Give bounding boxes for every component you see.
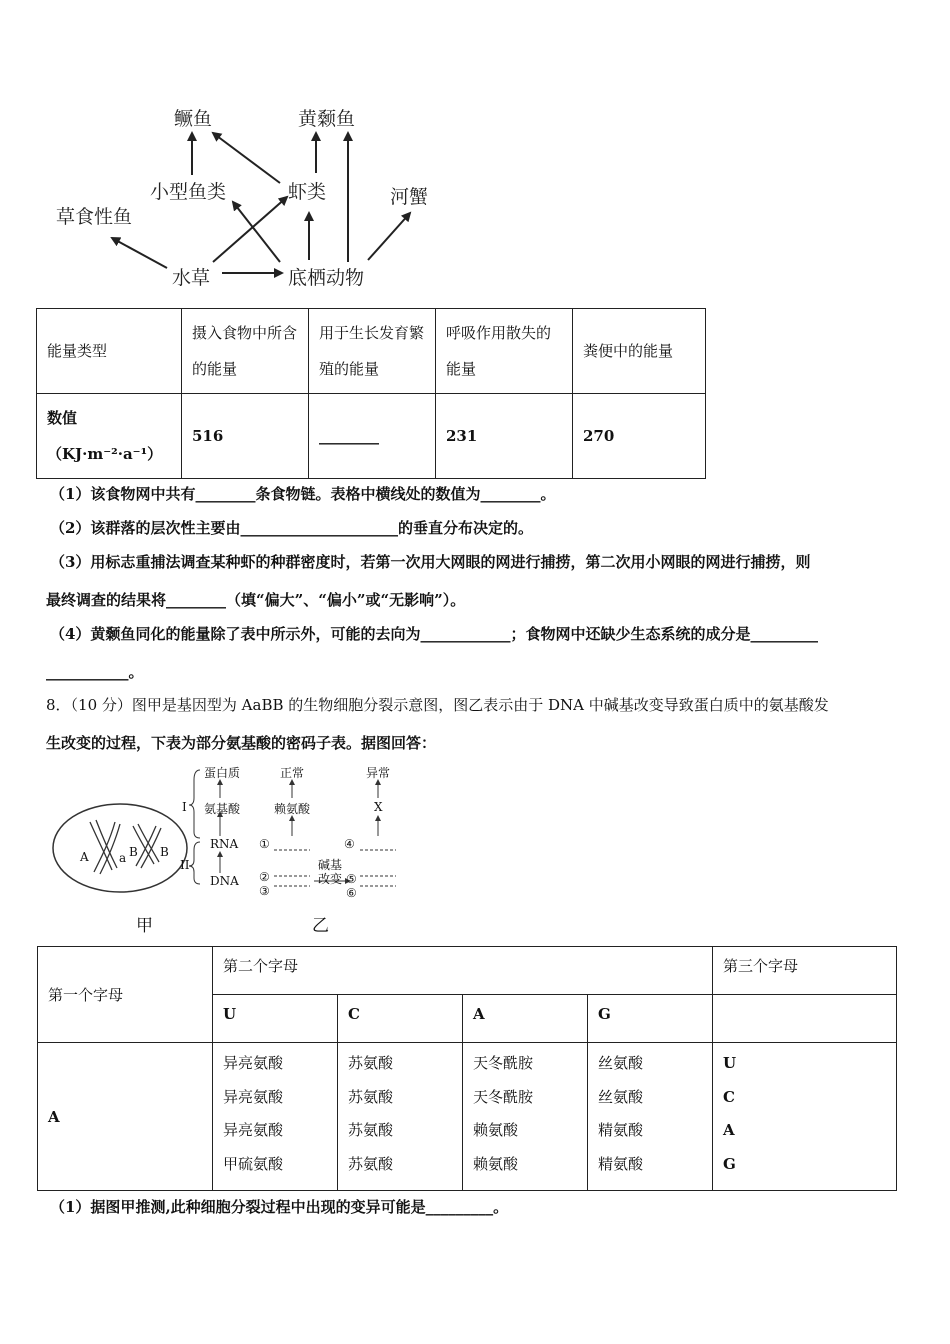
label-lysine: 赖氨酸 xyxy=(274,802,311,816)
gene-label-B2: B xyxy=(160,845,169,859)
label-roman-II: II xyxy=(180,858,190,872)
node-yellow-catfish: 黄颡鱼 xyxy=(298,108,356,130)
q7-part3-line2: 最终调查的结果将________（填“偏大”、“偏小”或“无影响”）。 xyxy=(46,591,466,609)
codon-cell: 天冬酰胺 xyxy=(473,1054,534,1072)
energy-value-intake: 516 xyxy=(182,394,309,479)
energy-header-growth: 用于生长发育繁殖的能量 xyxy=(309,309,436,394)
chromatid-8 xyxy=(141,828,161,868)
gene-label-A: A xyxy=(80,850,89,864)
energy-value-respiration: 231 xyxy=(436,394,573,479)
codon-cell: 赖氨酸 xyxy=(473,1154,519,1173)
chromatid-1 xyxy=(90,822,112,870)
label-mutation-1: 碱基 xyxy=(318,858,343,872)
codon-base-A: A xyxy=(463,995,588,1043)
arrow-benthos-to-smallfish xyxy=(233,202,280,262)
bracket-II xyxy=(189,842,200,884)
node-mandarin-fish: 鳜鱼 xyxy=(174,108,213,130)
energy-value-growth-blank: ________ xyxy=(309,394,436,479)
codon-col-G xyxy=(588,1043,713,1191)
codon-col-U xyxy=(213,1043,338,1191)
energy-header-feces: 粪便中的能量 xyxy=(573,309,706,394)
bracket-I xyxy=(189,770,200,838)
codon-cell: 苏氨酸 xyxy=(348,1087,394,1106)
node-water-grass: 水草 xyxy=(172,267,211,289)
codon-third-cell: A xyxy=(723,1121,735,1139)
label-circle-6: ⑥ xyxy=(346,886,357,900)
codon-col-third xyxy=(713,1043,897,1191)
q8-stem-line1: 8．（10 分）图甲是基因型为 AaBB 的生物细胞分裂示意图，图乙表示由于 DNA 中碱基改变导致蛋白质中的氨基酸发 xyxy=(46,696,829,714)
label-protein: 蛋白质 xyxy=(204,766,241,780)
label-circle-5: ⑤ xyxy=(346,872,357,886)
codon-first-A: A xyxy=(38,1043,213,1191)
energy-value-feces: 270 xyxy=(573,394,706,479)
codon-cell: 丝氨酸 xyxy=(598,1054,644,1072)
label-roman-I: I xyxy=(182,800,187,814)
q8-part1: （1）据图甲推测,此种细胞分裂过程中出现的变异可能是_________。 xyxy=(50,1198,509,1216)
codon-table xyxy=(37,946,897,1191)
codon-third-cell: C xyxy=(723,1087,735,1106)
label-circle-1: ① xyxy=(259,837,270,851)
codon-base-G: G xyxy=(588,995,713,1043)
node-benthos: 底栖动物 xyxy=(288,267,365,289)
codon-base-C: C xyxy=(338,995,463,1043)
codon-cell: 异亮氨酸 xyxy=(223,1121,284,1139)
arrow-benthos-to-crab xyxy=(368,213,410,260)
codon-cell: 甲硫氨酸 xyxy=(223,1154,284,1173)
codon-header-second: 第二个字母 xyxy=(213,947,713,995)
figure-yi-caption: 乙 xyxy=(312,916,329,936)
arrow-grass-to-shrimp xyxy=(213,197,287,262)
codon-cell: 赖氨酸 xyxy=(473,1121,519,1139)
label-dna: DNA xyxy=(210,874,239,888)
node-small-fish: 小型鱼类 xyxy=(150,181,227,203)
codon-cell: 精氨酸 xyxy=(598,1121,644,1139)
codon-header-first: 第一个字母 xyxy=(38,947,213,1043)
gene-label-a: a xyxy=(119,851,127,865)
node-crab: 河蟹 xyxy=(390,186,429,208)
q7-part2: （2）该群落的层次性主要由_____________________的垂直分布决定的。 xyxy=(50,519,533,537)
label-x: X xyxy=(374,800,383,814)
label-circle-4: ④ xyxy=(344,837,355,851)
codon-cell: 天冬酰胺 xyxy=(473,1087,534,1106)
label-circle-3: ③ xyxy=(259,884,270,898)
q7-part3-line1: （3）用标志重捕法调查某种虾的种群密度时，若第一次用大网眼的网进行捕捞，第二次用小网眼的网进行捕捞，则 xyxy=(50,553,811,571)
label-mutation-2: 改变 xyxy=(318,872,343,886)
arrow-grass-to-herbivore xyxy=(112,238,167,268)
q7-part4-line1: （4）黄颡鱼同化的能量除了表中所示外，可能的去向为____________；食物网中还缺少生态系统的成分是_________ xyxy=(50,625,818,643)
codon-col-C xyxy=(338,1043,463,1191)
q7-part1: （1）该食物网中共有________条食物链。表格中横线处的数值为________。 xyxy=(50,485,556,503)
energy-header-type: 能量类型 xyxy=(37,309,182,394)
codon-cell: 精氨酸 xyxy=(598,1154,644,1173)
energy-table xyxy=(36,308,706,479)
energy-row-label: 数值（KJ·m⁻²·a⁻¹） xyxy=(37,394,182,479)
codon-header-third: 第三个字母 xyxy=(713,947,897,995)
figure-jia-caption: 甲 xyxy=(136,916,153,936)
codon-cell: 异亮氨酸 xyxy=(223,1087,284,1106)
q7-part4-line2: ___________。 xyxy=(46,663,144,681)
energy-header-respiration: 呼吸作用散失的能量 xyxy=(436,309,573,394)
label-abnormal: 异常 xyxy=(366,766,391,780)
codon-col-A xyxy=(463,1043,588,1191)
codon-cell: 苏氨酸 xyxy=(348,1154,394,1173)
node-shrimp: 虾类 xyxy=(288,181,327,203)
codon-cell: 苏氨酸 xyxy=(348,1054,394,1072)
codon-cell: 异亮氨酸 xyxy=(223,1054,284,1072)
label-circle-2: ② xyxy=(259,870,270,884)
q8-stem-line2: 生改变的过程，下表为部分氨基酸的密码子表。据图回答： xyxy=(46,734,437,752)
arrow-shrimp-to-mandarin xyxy=(213,133,280,183)
label-normal: 正常 xyxy=(280,766,305,780)
codon-base-U: U xyxy=(213,995,338,1043)
codon-empty-cell xyxy=(713,995,897,1043)
food-web-arrows xyxy=(0,0,950,300)
codon-cell: 丝氨酸 xyxy=(598,1087,644,1106)
node-herbivore-fish: 草食性鱼 xyxy=(56,206,133,228)
cell-drawing xyxy=(40,790,200,910)
codon-third-cell: G xyxy=(723,1154,736,1173)
gene-label-B1: B xyxy=(129,845,138,859)
codon-third-cell: U xyxy=(723,1054,737,1072)
energy-header-intake: 摄入食物中所含的能量 xyxy=(182,309,309,394)
label-rna: RNA xyxy=(210,837,239,851)
label-amino-acid: 氨基酸 xyxy=(204,802,241,816)
codon-cell: 苏氨酸 xyxy=(348,1121,394,1139)
